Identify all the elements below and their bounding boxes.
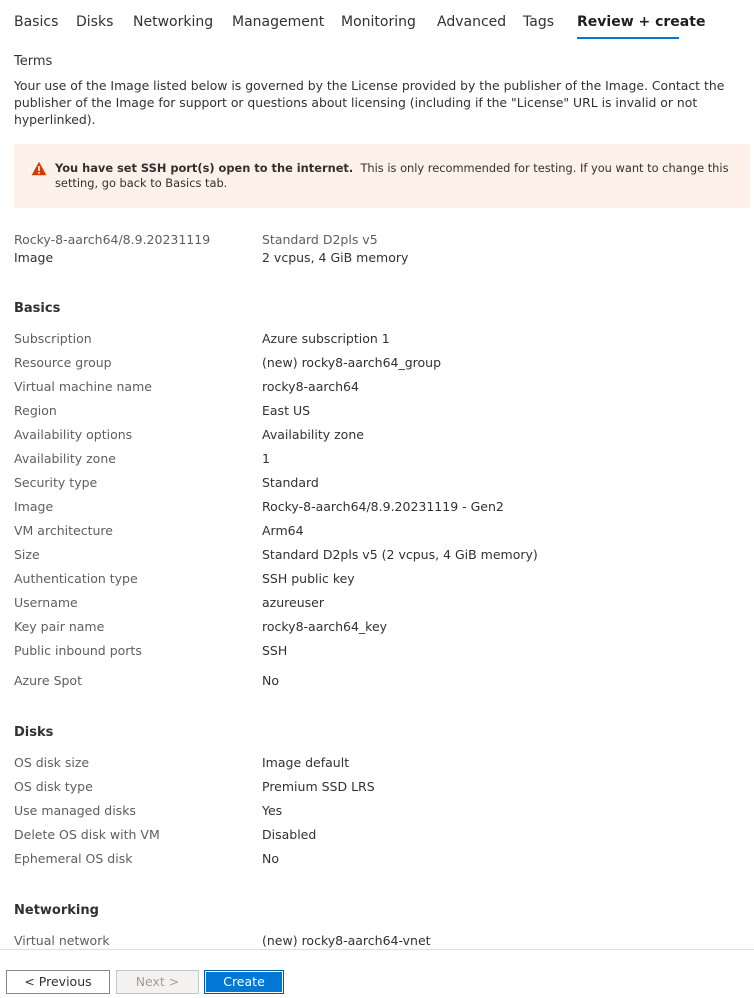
detail-key: Subscription [14,331,92,346]
detail-value: No [262,673,279,688]
detail-key: VM architecture [14,523,113,538]
warning-detail-text: This is only recommended for testing. If you want to change this setting, go back to Basics tab. [55,161,729,190]
detail-value: Yes [262,803,283,818]
detail-value: No [262,851,279,866]
terms-heading: Terms [14,54,53,69]
warning-message [55,161,735,191]
detail-key: Ephemeral OS disk [14,851,133,866]
ssh-warning-banner [14,144,750,208]
detail-row [0,755,754,779]
detail-key: Username [14,595,78,610]
detail-row [0,673,754,697]
detail-key: OS disk size [14,755,90,770]
detail-row [0,595,754,619]
detail-value: Azure subscription 1 [262,331,390,346]
detail-key: Resource group [14,355,112,370]
detail-key: Public inbound ports [14,643,142,658]
detail-key: Delete OS disk with VM [14,827,160,842]
warning-bold-text: You have set SSH port(s) open to the internet. [55,161,354,175]
detail-key: Availability zone [14,451,116,466]
detail-row [0,379,754,403]
detail-value: Rocky-8-aarch64/8.9.20231119 - Gen2 [262,499,504,514]
detail-row [0,331,754,355]
detail-row [0,619,754,643]
detail-key: OS disk type [14,779,93,794]
detail-value: rocky8-aarch64_key [262,619,388,634]
detail-row [0,427,754,451]
image-summary [14,231,210,267]
detail-value: East US [262,403,311,418]
detail-key: Availability options [14,427,133,442]
image-name: Rocky-8-aarch64/8.9.20231119 [14,232,211,247]
detail-row [0,803,754,827]
tab-disks[interactable]: Disks [76,14,114,30]
section-basics-title: Basics [14,301,61,316]
detail-value: (new) rocky8-aarch64-vnet [262,933,431,948]
detail-value: Standard D2pls v5 (2 vcpus, 4 GiB memory) [262,547,538,562]
detail-key: Region [14,403,57,418]
detail-key: Use managed disks [14,803,136,818]
detail-row [0,779,754,803]
detail-key: Azure Spot [14,673,82,688]
detail-value: (new) rocky8-aarch64_group [262,355,442,370]
detail-row [0,827,754,851]
detail-value: azureuser [262,595,324,610]
detail-value: rocky8-aarch64 [262,379,359,394]
tab-monitoring[interactable]: Monitoring [341,14,416,30]
detail-key: Virtual network [14,933,110,948]
detail-row [0,355,754,379]
detail-row [0,403,754,427]
detail-key: Key pair name [14,619,105,634]
create-button[interactable]: Create [204,970,284,994]
detail-value: Arm64 [262,523,304,538]
detail-key: Authentication type [14,571,138,586]
detail-value: SSH public key [262,571,355,586]
size-detail: 2 vcpus, 4 GiB memory [262,250,409,265]
detail-row [0,499,754,523]
tab-tags[interactable]: Tags [523,14,554,30]
detail-value: Image default [262,755,350,770]
warning-icon [31,161,47,176]
detail-row [0,475,754,499]
detail-row [0,571,754,595]
detail-row [0,643,754,667]
detail-key: Virtual machine name [14,379,152,394]
footer-bar [0,949,754,998]
tab-review-create[interactable]: Review + create [577,14,706,30]
tab-networking[interactable]: Networking [133,14,214,30]
section-disks-title: Disks [14,725,54,740]
tab-advanced[interactable]: Advanced [437,14,507,30]
size-name: Standard D2pls v5 [262,232,378,247]
detail-row [0,547,754,571]
detail-value: Standard [262,475,319,490]
tab-management[interactable]: Management [232,14,325,30]
detail-row [0,851,754,875]
detail-key: Image [14,499,54,514]
tab-basics[interactable]: Basics [14,14,59,30]
section-networking-title: Networking [14,903,99,918]
next-button[interactable]: Next > [116,970,199,994]
detail-row [0,451,754,475]
image-label: Image [14,250,54,265]
detail-value: SSH [262,643,288,658]
detail-value: 1 [262,451,270,466]
previous-button[interactable]: < Previous [6,970,110,994]
detail-value: Availability zone [262,427,364,442]
active-tab-indicator [577,37,679,39]
detail-value: Premium SSD LRS [262,779,375,794]
detail-value: Disabled [262,827,317,842]
terms-text: Your use of the Image listed below is governed by the License provided by the publisher of the Image. Contact the publisher of the Image for support or questions about licensing (including if the "License" URL is invalid or not hyperlinked). [14,78,725,127]
size-summary [262,231,408,267]
detail-row [0,523,754,547]
wizard-tabs [0,0,754,44]
detail-key: Security type [14,475,98,490]
detail-key: Size [14,547,40,562]
